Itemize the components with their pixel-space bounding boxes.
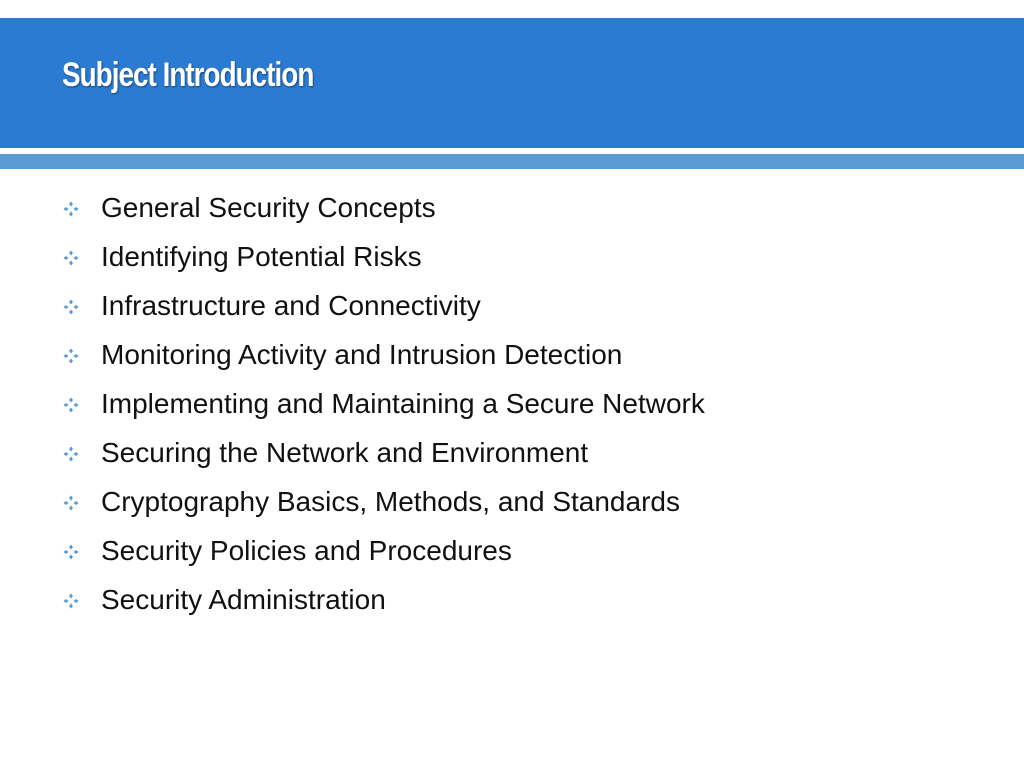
four-diamond-bullet-icon bbox=[63, 446, 79, 462]
bullet-text: General Security Concepts bbox=[101, 191, 436, 223]
bullet-item bbox=[0, 428, 1024, 477]
four-diamond-bullet-icon bbox=[63, 299, 79, 315]
bullet-item bbox=[0, 281, 1024, 330]
bullet-item bbox=[0, 526, 1024, 575]
bullet-list bbox=[0, 183, 1024, 624]
four-diamond-bullet-icon bbox=[63, 397, 79, 413]
four-diamond-bullet-icon bbox=[63, 495, 79, 511]
bullet-item bbox=[0, 183, 1024, 232]
four-diamond-bullet-icon bbox=[63, 250, 79, 266]
bullet-text: Securing the Network and Environment bbox=[101, 436, 589, 468]
bullet-item bbox=[0, 232, 1024, 281]
bullet-text: Identifying Potential Risks bbox=[101, 240, 422, 272]
bullet-item bbox=[0, 575, 1024, 624]
bullet-item bbox=[0, 330, 1024, 379]
four-diamond-bullet-icon bbox=[63, 593, 79, 609]
bullet-text: Cryptography Basics, Methods, and Standards bbox=[101, 485, 680, 517]
four-diamond-bullet-icon bbox=[63, 348, 79, 364]
bullet-text: Monitoring Activity and Intrusion Detection bbox=[101, 338, 623, 370]
accent-divider bbox=[0, 154, 1024, 169]
bullet-text: Implementing and Maintaining a Secure Network bbox=[101, 387, 705, 419]
bullet-text: Infrastructure and Connectivity bbox=[101, 289, 481, 321]
four-diamond-bullet-icon bbox=[63, 544, 79, 560]
four-diamond-bullet-icon bbox=[63, 201, 79, 217]
bullet-text: Security Administration bbox=[101, 583, 386, 615]
bullet-item bbox=[0, 379, 1024, 428]
bullet-item bbox=[0, 477, 1024, 526]
slide-title: Subject Introduction bbox=[62, 56, 314, 94]
bullet-text: Security Policies and Procedures bbox=[101, 534, 512, 566]
